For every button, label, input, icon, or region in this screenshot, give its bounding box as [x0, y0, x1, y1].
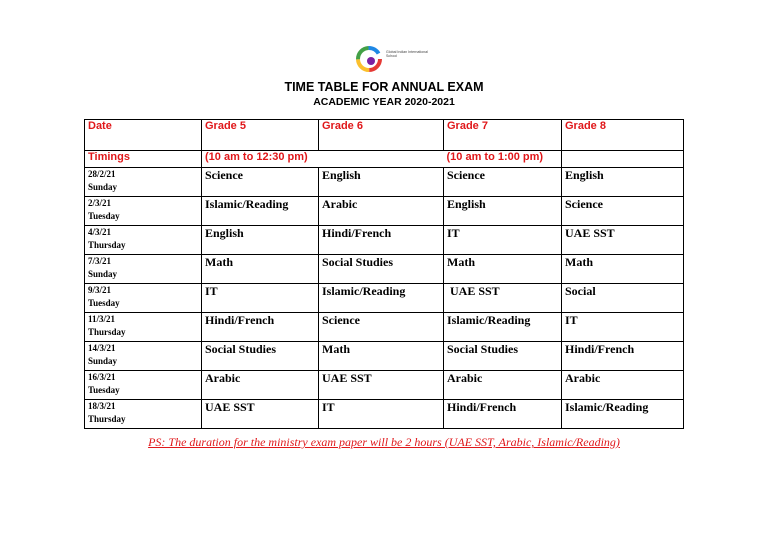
subject-grade-6: Islamic/Reading	[322, 284, 406, 298]
exam-day: Sunday	[88, 356, 118, 366]
exam-date: 7/3/21	[88, 256, 112, 266]
subject-cell	[202, 400, 319, 429]
date-cell	[85, 313, 202, 342]
table-row	[85, 342, 684, 371]
subject-grade-7: Hindi/French	[447, 400, 517, 414]
subject-cell	[202, 226, 319, 255]
subject-cell	[562, 255, 684, 284]
subject-grade-7: IT	[447, 226, 460, 240]
subject-grade-7: Islamic/Reading	[447, 313, 531, 327]
subject-cell	[562, 400, 684, 429]
subject-cell	[444, 168, 562, 197]
subject-grade-7: Social Studies	[447, 342, 519, 356]
subject-cell	[562, 313, 684, 342]
subject-cell	[202, 197, 319, 226]
date-cell	[85, 400, 202, 429]
header-grade-7: Grade 7	[444, 120, 562, 151]
subject-grade-5: Hindi/French	[205, 313, 275, 327]
subject-grade-7: English	[447, 197, 486, 211]
subject-cell	[319, 342, 444, 371]
subject-grade-5: Arabic	[205, 371, 241, 385]
subject-cell	[319, 168, 444, 197]
subject-grade-7: UAE SST	[447, 284, 500, 298]
subject-cell	[319, 255, 444, 284]
subject-cell	[319, 284, 444, 313]
page-subtitle: ACADEMIC YEAR 2020-2021	[313, 96, 455, 108]
exam-day: Sunday	[88, 269, 118, 279]
exam-date: 14/3/21	[88, 343, 116, 353]
subject-grade-8: Math	[565, 255, 593, 269]
table-row	[85, 226, 684, 255]
date-cell	[85, 255, 202, 284]
subject-cell	[319, 400, 444, 429]
subject-grade-5: UAE SST	[205, 400, 255, 414]
subject-cell	[444, 255, 562, 284]
subject-grade-8: UAE SST	[565, 226, 615, 240]
subject-cell	[444, 226, 562, 255]
subject-grade-5: IT	[205, 284, 218, 298]
subject-grade-8: Science	[565, 197, 603, 211]
date-cell	[85, 284, 202, 313]
subject-cell	[562, 284, 684, 313]
subject-grade-5: Math	[205, 255, 233, 269]
subject-grade-7: Math	[447, 255, 475, 269]
subject-grade-6: IT	[322, 400, 335, 414]
exam-date: 16/3/21	[88, 372, 116, 382]
subject-grade-8: English	[565, 168, 604, 182]
table-row	[85, 168, 684, 197]
header-grade-5: Grade 5	[202, 120, 319, 151]
exam-day: Tuesday	[88, 211, 120, 221]
subject-cell	[319, 197, 444, 226]
subject-grade-7: Science	[447, 168, 485, 182]
subject-grade-6: English	[322, 168, 361, 182]
subject-cell	[319, 226, 444, 255]
date-cell	[85, 226, 202, 255]
subject-grade-5: Science	[205, 168, 243, 182]
subject-grade-8: Islamic/Reading	[565, 400, 649, 414]
subject-grade-7: Arabic	[447, 371, 483, 385]
subject-cell	[202, 371, 319, 400]
date-cell	[85, 197, 202, 226]
timing-spacer-2	[562, 151, 684, 168]
subject-grade-6: Arabic	[322, 197, 358, 211]
subject-grade-8: Arabic	[565, 371, 601, 385]
timings-row	[85, 151, 684, 168]
subject-cell	[202, 313, 319, 342]
exam-day: Thursday	[88, 414, 126, 424]
exam-date: 11/3/21	[88, 314, 116, 324]
exam-date: 4/3/21	[88, 227, 112, 237]
subject-grade-5: English	[205, 226, 244, 240]
subject-cell	[202, 342, 319, 371]
table-header-row	[85, 120, 684, 151]
exam-day: Tuesday	[88, 385, 120, 395]
table-row	[85, 255, 684, 284]
date-cell	[85, 342, 202, 371]
subject-cell	[202, 284, 319, 313]
table-row	[85, 284, 684, 313]
subject-cell	[444, 284, 562, 313]
exam-day: Sunday	[88, 182, 118, 192]
subject-grade-5: Social Studies	[205, 342, 277, 356]
subject-cell	[562, 226, 684, 255]
subject-grade-6: UAE SST	[322, 371, 372, 385]
subject-cell	[202, 255, 319, 284]
subject-cell	[202, 168, 319, 197]
subject-cell	[562, 371, 684, 400]
subject-cell	[444, 342, 562, 371]
subject-cell	[562, 168, 684, 197]
table-row	[85, 371, 684, 400]
duration-note: PS: The duration for the ministry exam paper will be 2 hours (UAE SST, Arabic, Islamic/Reading)	[148, 435, 620, 449]
exam-date: 18/3/21	[88, 401, 116, 411]
subject-grade-8: Hindi/French	[565, 342, 635, 356]
timing-grade-7-8: (10 am to 1:00 pm)	[444, 151, 562, 168]
header-date: Date	[85, 120, 202, 151]
page-title: TIME TABLE FOR ANNUAL EXAM	[284, 80, 484, 94]
subject-cell	[319, 371, 444, 400]
subject-cell	[444, 371, 562, 400]
date-cell	[85, 168, 202, 197]
subject-cell	[444, 313, 562, 342]
exam-date: 2/3/21	[88, 198, 112, 208]
subject-grade-6: Social Studies	[322, 255, 394, 269]
exam-date: 28/2/21	[88, 169, 116, 179]
table-row	[85, 313, 684, 342]
timing-spacer	[319, 151, 444, 168]
exam-day: Tuesday	[88, 298, 120, 308]
header-grade-8: Grade 8	[562, 120, 684, 151]
subject-grade-5: Islamic/Reading	[205, 197, 289, 211]
subject-grade-8: Social	[565, 284, 596, 298]
header-grade-6: Grade 6	[319, 120, 444, 151]
subject-cell	[319, 313, 444, 342]
table-row	[85, 400, 684, 429]
timings-label: Timings	[85, 151, 202, 168]
date-cell	[85, 371, 202, 400]
subject-cell	[444, 197, 562, 226]
school-name: Global Indian International School	[386, 50, 428, 59]
exam-date: 9/3/21	[88, 285, 112, 295]
subject-cell	[444, 400, 562, 429]
school-logo-icon	[355, 42, 385, 76]
exam-day: Thursday	[88, 240, 126, 250]
subject-grade-6: Math	[322, 342, 350, 356]
subject-grade-6: Science	[322, 313, 360, 327]
subject-grade-6: Hindi/French	[322, 226, 392, 240]
subject-cell	[562, 342, 684, 371]
school-logo	[355, 42, 435, 76]
subject-cell	[562, 197, 684, 226]
subject-grade-8: IT	[565, 313, 578, 327]
exam-day: Thursday	[88, 327, 126, 337]
exam-timetable	[84, 119, 684, 429]
timing-grade-5-6: (10 am to 12:30 pm)	[202, 151, 319, 168]
table-row	[85, 197, 684, 226]
